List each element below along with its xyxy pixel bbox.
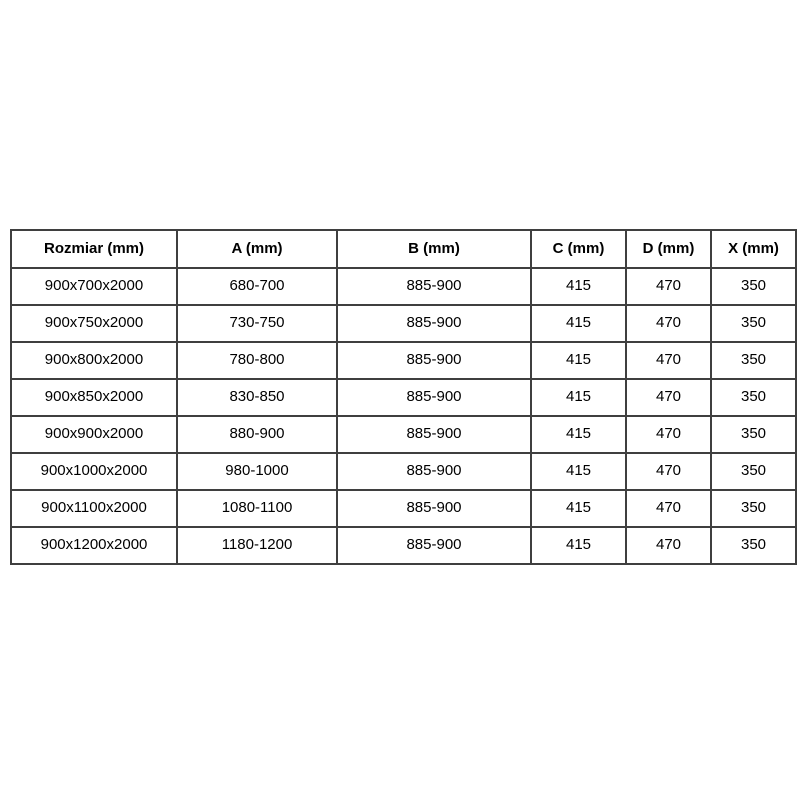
cell-a: 730-750 (177, 305, 337, 342)
cell-a: 1080-1100 (177, 490, 337, 527)
cell-x: 350 (711, 453, 796, 490)
cell-x: 350 (711, 342, 796, 379)
cell-b: 885-900 (337, 305, 531, 342)
cell-c: 415 (531, 342, 626, 379)
cell-d: 470 (626, 342, 711, 379)
cell-b: 885-900 (337, 527, 531, 564)
cell-rozmiar: 900x900x2000 (11, 416, 177, 453)
cell-c: 415 (531, 379, 626, 416)
cell-x: 350 (711, 416, 796, 453)
cell-x: 350 (711, 527, 796, 564)
cell-c: 415 (531, 268, 626, 305)
cell-d: 470 (626, 453, 711, 490)
cell-rozmiar: 900x800x2000 (11, 342, 177, 379)
cell-c: 415 (531, 527, 626, 564)
cell-b: 885-900 (337, 342, 531, 379)
table-row (11, 342, 796, 379)
column-header-b: B (mm) (337, 230, 531, 268)
cell-rozmiar: 900x1000x2000 (11, 453, 177, 490)
cell-b: 885-900 (337, 379, 531, 416)
cell-x: 350 (711, 490, 796, 527)
cell-rozmiar: 900x850x2000 (11, 379, 177, 416)
cell-d: 470 (626, 416, 711, 453)
cell-d: 470 (626, 490, 711, 527)
cell-a: 680-700 (177, 268, 337, 305)
column-header-a: A (mm) (177, 230, 337, 268)
table-row (11, 379, 796, 416)
cell-b: 885-900 (337, 268, 531, 305)
cell-c: 415 (531, 453, 626, 490)
cell-a: 830-850 (177, 379, 337, 416)
table-row (11, 305, 796, 342)
column-header-x: X (mm) (711, 230, 796, 268)
cell-rozmiar: 900x1200x2000 (11, 527, 177, 564)
cell-b: 885-900 (337, 416, 531, 453)
cell-rozmiar: 900x700x2000 (11, 268, 177, 305)
cell-d: 470 (626, 379, 711, 416)
cell-b: 885-900 (337, 453, 531, 490)
cell-d: 470 (626, 305, 711, 342)
cell-a: 1180-1200 (177, 527, 337, 564)
cell-c: 415 (531, 305, 626, 342)
cell-a: 780-800 (177, 342, 337, 379)
table-row (11, 490, 796, 527)
cell-x: 350 (711, 305, 796, 342)
cell-d: 470 (626, 527, 711, 564)
cell-rozmiar: 900x1100x2000 (11, 490, 177, 527)
cell-b: 885-900 (337, 490, 531, 527)
cell-x: 350 (711, 379, 796, 416)
table-row (11, 453, 796, 490)
cell-c: 415 (531, 490, 626, 527)
cell-c: 415 (531, 416, 626, 453)
cell-a: 880-900 (177, 416, 337, 453)
table-row (11, 527, 796, 564)
column-header-d: D (mm) (626, 230, 711, 268)
cell-rozmiar: 900x750x2000 (11, 305, 177, 342)
cell-x: 350 (711, 268, 796, 305)
cell-a: 980-1000 (177, 453, 337, 490)
dimensions-table (10, 229, 797, 565)
header-row (11, 230, 796, 268)
table-row (11, 416, 796, 453)
column-header-rozmiar: Rozmiar (mm) (11, 230, 177, 268)
table-row (11, 268, 796, 305)
cell-d: 470 (626, 268, 711, 305)
column-header-c: C (mm) (531, 230, 626, 268)
